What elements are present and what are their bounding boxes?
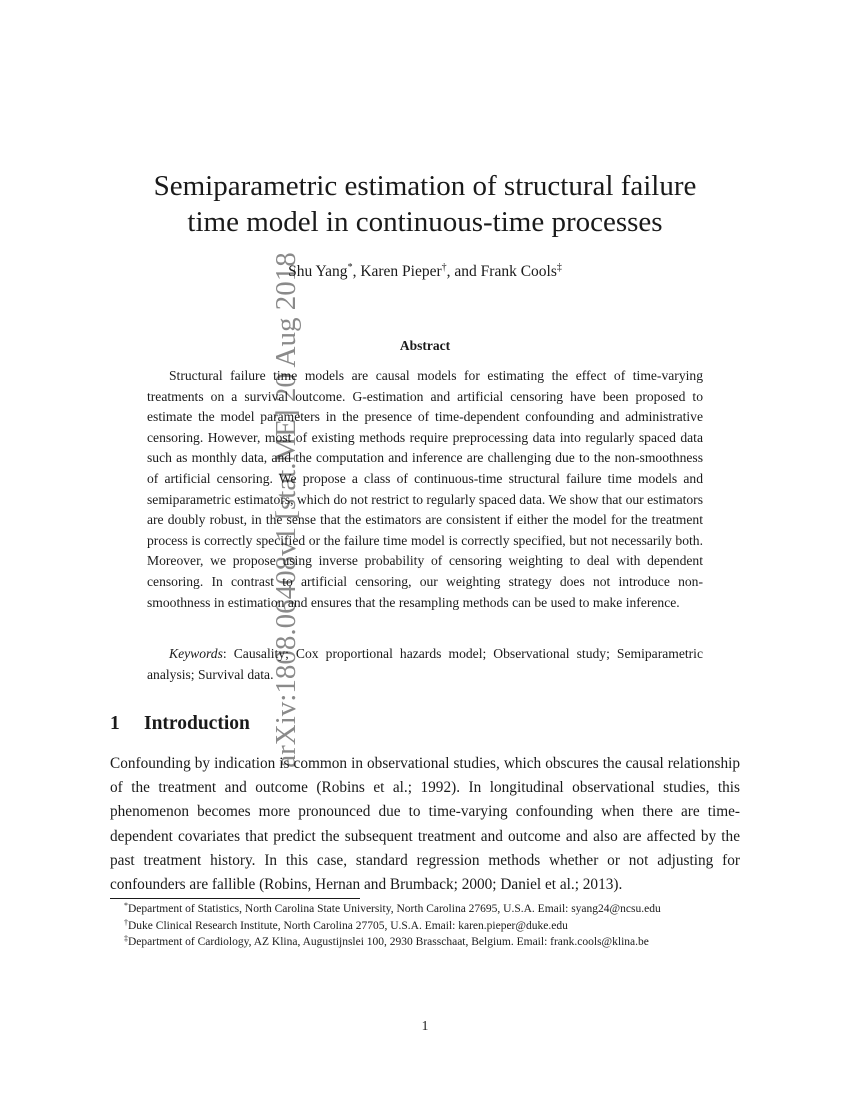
page-number: 1 [421, 1018, 429, 1033]
footnote-mark: * [124, 901, 128, 910]
footnote [110, 934, 740, 951]
introduction-paragraph: Confounding by indication is common in observational studies, which obscures the causal relationship of the treatment and outcome (Robins et al.; 1992). In longitudinal observational studies, this phenomenon becomes more pronounced due to time-varying confounding when there are time-dependent covariates that predict the subsequent treatment and outcome and also are affected by the past treatment history. In this case, standard regression methods whether or not adjusting for confounders are fallible (Robins, Hernan and Brumback; 2000; Daniel et al.; 2013). [110, 755, 740, 894]
author-name: Karen Pieper [360, 263, 442, 280]
keywords-text: : Causality; Cox proportional hazards model; Observational study; Semiparametric analysis; Survival data. [147, 646, 703, 682]
footnotes [110, 901, 740, 951]
abstract-heading: Abstract [399, 338, 451, 353]
title-line-1: Semiparametric estimation of structural failure [153, 170, 697, 202]
author-list [90, 262, 760, 282]
footnote-mark[interactable]: † [441, 262, 447, 273]
keywords-label: Keywords [169, 646, 223, 661]
arxiv-identifier-stamp: arXiv:1808.06408v1 [stat.ME] 20 Aug 2018 [270, 252, 302, 768]
footnote-mark: ‡ [124, 934, 128, 943]
footnote-mark: † [124, 917, 128, 927]
footnote-mark[interactable]: ‡ [556, 262, 562, 273]
keywords [147, 644, 703, 685]
author-separator: , [352, 263, 361, 280]
section-title: Introduction [144, 713, 250, 734]
section-heading-introduction [110, 713, 250, 735]
footnote-mark[interactable]: * [347, 262, 353, 273]
title-line-2: time model in continuous-time processes [187, 206, 663, 238]
footnote-divider [110, 898, 360, 899]
author-name: Shu Yang [288, 263, 348, 280]
footnote [110, 918, 740, 935]
section-number: 1 [110, 713, 120, 734]
paper-title [90, 168, 760, 240]
abstract-text: Structural failure time models are causal models for estimating the effect of time-varying treatments on a survival outcome. G-estimation and artificial censoring have been proposed to estimate the model parameters in the presence of time-dependent confounding and administrative censoring. However, most of existing methods require preprocessing data into regularly spaced data such as monthly data, and the computation and inference are challenging due to the non-smoothness of artificial censoring. We propose a class of continuous-time structural failure time models and semiparametric estimators, which do not restrict to regularly spaced data. We show that our estimators are doubly robust, in the sense that the estimators are consistent if either the model for the treatment process is correctly specified or the failure time model is correctly specified, but not necessarily both. Moreover, we propose using inverse probability of censoring weighting to deal with dependent censoring. In contrast to artificial censoring, our weighting strategy does not introduce non-smoothness in estimation and ensures that the resampling methods can be used to make inference. [147, 368, 703, 610]
footnote-text: Department of Statistics, North Carolina State University, North Carolina 27695, U.S.A. Email: syang24@ncsu.edu [128, 903, 661, 915]
footnote-text: Duke Clinical Research Institute, North Carolina 27705, U.S.A. Email: karen.pieper@duke.edu [128, 919, 568, 932]
footnote [110, 901, 740, 918]
author-name: Frank Cools [480, 263, 557, 280]
footnote-text: Department of Cardiology, AZ Klina, Augustijnslei 100, 2930 Brasschaat, Belgium. Email: frank.cools@klina.be [128, 936, 649, 948]
author-separator: , and [446, 263, 481, 280]
